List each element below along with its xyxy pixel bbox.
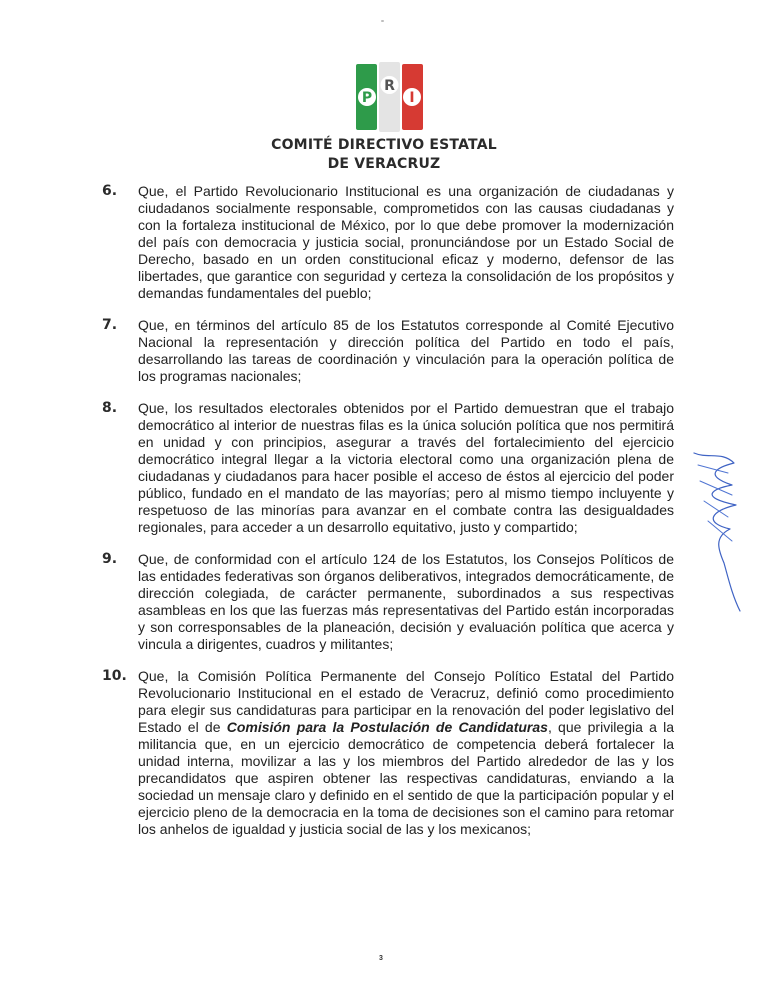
clause-9 xyxy=(102,551,674,653)
clause-number: 7. xyxy=(102,317,118,333)
clause-number: 10. xyxy=(102,668,127,684)
numbered-clauses xyxy=(102,183,674,853)
header-line-1: COMITÉ DIRECTIVO ESTATAL xyxy=(271,137,497,153)
clause-text: Que, en términos del artículo 85 de los Estatutos corresponde al Comité Ejecutivo Nacional la representación y dirección política del Partido en todo el país, desarrollando las tareas de coordinación y vinculación para la operación política de los programas nacionales; xyxy=(138,317,674,384)
clause-emphasis: Comisión para la Postulación de Candidaturas xyxy=(226,719,548,735)
pri-logo-icon xyxy=(356,62,423,132)
clause-number: 6. xyxy=(102,183,118,199)
clause-7 xyxy=(102,317,674,385)
page-number: 3 xyxy=(379,955,383,962)
handwritten-signature-icon xyxy=(688,445,748,615)
clause-6 xyxy=(102,183,674,302)
clause-number: 9. xyxy=(102,551,118,567)
document-header xyxy=(0,136,768,174)
clause-number: 8. xyxy=(102,400,118,416)
clause-8 xyxy=(102,400,674,536)
clause-10 xyxy=(102,668,674,838)
clause-text-after: , que privilegia a la militancia que, en un ejercicio democrático de competencia deberá fortalecer la unidad interna, movilizar a las y los miembros del Partido alrededor de las y los precandidatos que aspiren obtener las respectivas candidaturas, enviando a la sociedad un mensaje claro y definido en el sentido de que la participación popular y el ejercicio pleno de la democracia en la toma de decisiones son el camino para retomar los anhelos de igualdad y justicia social de las y los mexicanos; xyxy=(138,719,674,837)
clause-text: Que, los resultados electorales obtenidos por el Partido demuestran que el trabajo democrático al interior de nuestras filas es la única solución política que nos permitirá en unidad y con principios, asegurar a través del fortalecimiento del ejercicio democrático integral llegar a la victoria electoral como una organización plena de ciudadanas y ciudadanos para hacer posible el acceso de éstos al ejercicio del poder público, fundado en el mandato de las mayorías; pero al mismo tiempo incluyente y respetuoso de las minorías para avanzar en el combate contra las desigualdades regionales, para acceder a un desarrollo equitativo, justo y compartido; xyxy=(138,400,674,535)
clause-text: Que, el Partido Revolucionario Institucional es una organización de ciudadanas y ciudadanos socialmente responsable, comprometidos con las causas ciudadanas y con la fortaleza institucional de México, por lo que debe promover la modernización del país con democracia y justicia social, pronunciándose por un Estado Social de Derecho, basado en un orden constitucional eficaz y moderno, defensor de las libertades, que garantice con seguridad y certeza la consolidación de los propósitos y demandas fundamentales del pueblo; xyxy=(138,183,674,301)
scan-speck xyxy=(381,20,384,22)
clause-text-before: Que, la Comisión Política Permanente del Consejo Político Estatal del Partido Revolucionario Institucional en el estado de Veracruz, definió como procedimiento para elegir sus candidaturas para participar en la renovación del poder legislativo del Estado el de xyxy=(138,668,674,735)
clause-text: Que, de conformidad con el artículo 124 de los Estatutos, los Consejos Políticos de las entidades federativas son órganos deliberativos, integrados democráticamente, de dirección colegiada, de carácter permanente, subordinados a sus respectivas asambleas en los que las fuerzas más representativas del Partido están incorporadas y son corresponsables de la planeación, decisión y evaluación política que acerca y vincula a dirigentes, cuadros y militantes; xyxy=(138,551,674,652)
header-line-2: DE VERACRUZ xyxy=(327,156,441,172)
svg-text:R: R xyxy=(384,78,395,94)
svg-text:I: I xyxy=(409,90,415,106)
clause-text xyxy=(138,668,674,838)
svg-text:P: P xyxy=(361,90,373,106)
